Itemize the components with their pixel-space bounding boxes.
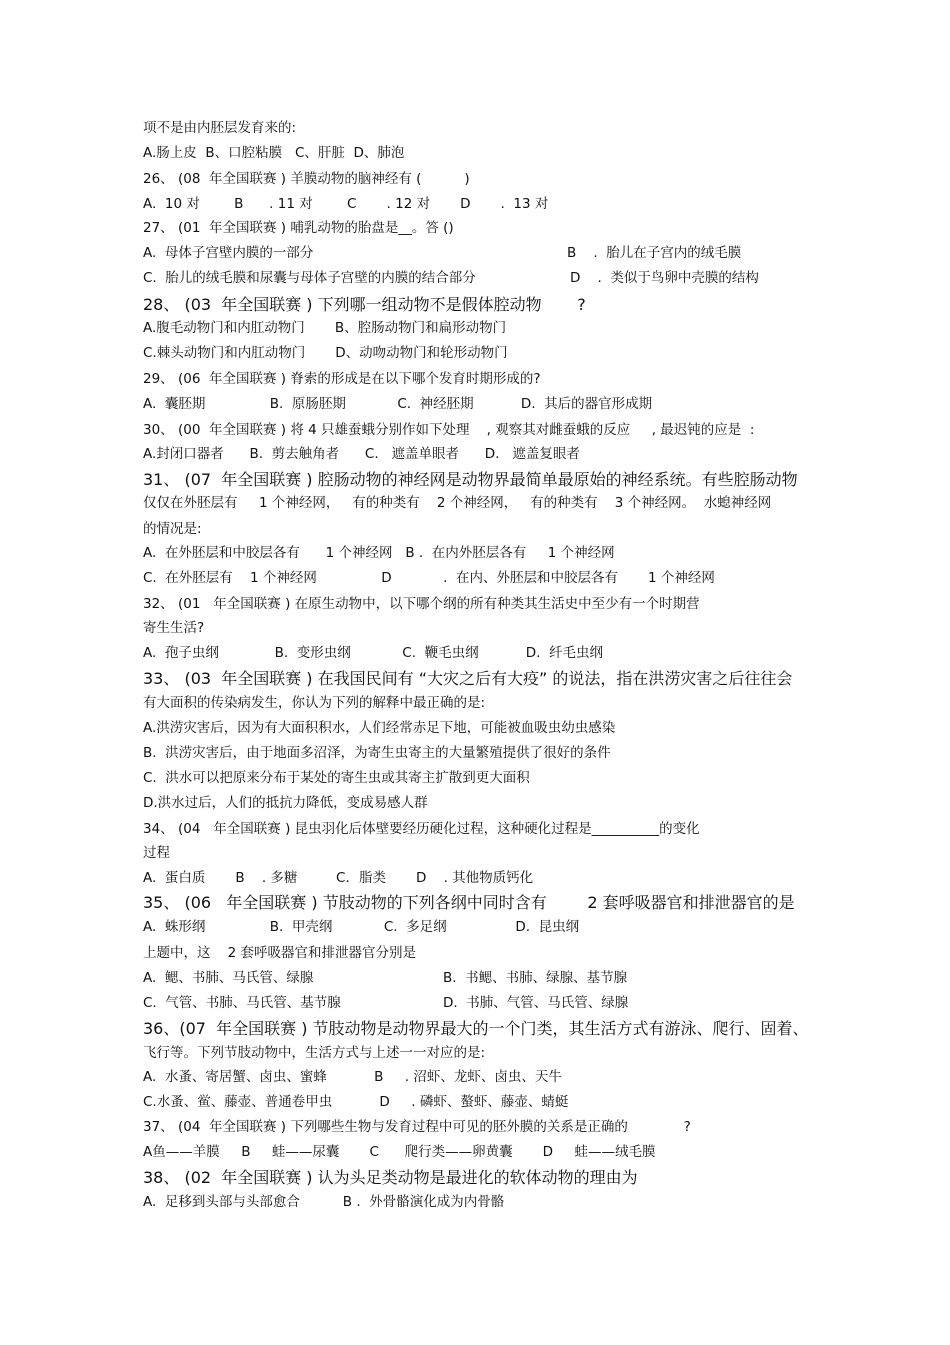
line-26: C. 洪水可以把原来分布于某处的寄生虫或其寄主扩散到更大面积 xyxy=(143,770,530,786)
line-38: A. 水蚤、寄居蟹、卤虫、蜜蜂 B . 沼虾、龙虾、卤虫、天牛 xyxy=(143,1069,562,1085)
line-37: 飞行等。下列节肢动物中，生活方式与上述一一对应的是: xyxy=(143,1045,486,1061)
line-1: A.肠上皮 B、口腔粘膜 C、肝脏 D、肺泡 xyxy=(143,145,405,161)
line-14: 31、 (07 年全国联赛 ) 腔肠动物的神经网是动物界最简单最原始的神经系统。有些腔肠动物 xyxy=(143,470,798,489)
line-15: 仅仅在外胚层有 1 个神经网， 有的种类有 2 个神经网， 有的种类有 3 个神经网。 水螅神经网 xyxy=(143,495,772,511)
line-3: A. 10 对 B . 11 对 C . 12 对 D . 13 对 xyxy=(143,196,549,212)
q27-option-b: B . 胎儿在子宫内的绒毛膜 xyxy=(567,245,742,261)
line-28: 34、 (04 年全国联赛 ) 昆虫羽化后体壁要经历硬化过程，这种硬化过程是__________的变化 xyxy=(143,821,700,837)
line-19: 32、 (01 年全国联赛 ) 在原生动物中，以下哪个纲的所有种类其生活史中至少有一个时期营 xyxy=(143,596,700,612)
line-25: B. 洪涝灾害后，由于地面多沼泽，为寄生虫寄主的大量繁殖提供了很好的条件 xyxy=(143,745,611,761)
line-43: A. 足移到头部与头部愈合 B . 外骨骼演化成为内骨骼 xyxy=(143,1194,505,1210)
line-35: C. 气管、书肺、马氏管、基节腺 xyxy=(143,995,341,1011)
line-13: A.封闭口器者 B. 剪去触角者 C. 遮盖单眼者 D. 遮盖复眼者 xyxy=(143,446,580,462)
line-23: 有大面积的传染病发生，你认为下列的解释中最正确的是: xyxy=(143,695,486,711)
line-2: 26、 (08 年全国联赛 ) 羊膜动物的脑神经有 ( ) xyxy=(143,171,470,187)
q35b-option-d: D. 书肺、气管、马氏管、绿腺 xyxy=(443,995,629,1011)
q27-option-d: D . 类似于鸟卵中壳膜的结构 xyxy=(570,270,759,286)
line-34: A. 鳃、书肺、马氏管、绿腺 xyxy=(143,970,314,986)
line-41: A鱼——羊膜 B 蛙——尿囊 C 爬行类——卵黄囊 D 蛙——绒毛膜 xyxy=(143,1144,656,1160)
q35b-option-b: B. 书鳃、书肺、绿腺、基节腺 xyxy=(443,970,628,986)
line-4: 27、 (01 年全国联赛 ) 哺乳动物的胎盘是__。答 () xyxy=(143,220,454,236)
line-36: 36、(07 年全国联赛 ) 节肢动物是动物界最大的一个门类，其生活方式有游泳、爬行、固着、 xyxy=(143,1019,809,1038)
line-0: 项不是由内胚层发育来的: xyxy=(143,120,297,136)
line-22: 33、 (03 年全国联赛 ) 在我国民间有 “大灾之后有大疫” 的说法，指在洪涝灾害之后往往会 xyxy=(143,669,793,688)
line-33: 上题中，这 2 套呼吸器官和排泄器官分别是 xyxy=(143,945,417,961)
line-24: A.洪涝灾害后，因为有大面积积水，人们经常赤足下地，可能被血吸虫幼虫感染 xyxy=(143,720,616,736)
line-17: A. 在外胚层和中胶层各有 1 个神经网 B . 在内外胚层各有 1 个神经网 xyxy=(143,545,615,561)
line-18: C. 在外胚层有 1 个神经网 D . 在内、外胚层和中胶层各有 1 个神经网 xyxy=(143,570,715,586)
line-6: C. 胎儿的绒毛膜和尿囊与母体子宫壁的内膜的结合部分 xyxy=(143,270,476,286)
line-21: A. 孢子虫纲 B. 变形虫纲 C. 鞭毛虫纲 D. 纤毛虫纲 xyxy=(143,645,604,661)
line-7: 28、 (03 年全国联赛 ) 下列哪一组动物不是假体腔动物 ? xyxy=(143,295,586,314)
line-29: 过程 xyxy=(143,845,170,861)
line-27: D.洪水过后，人们的抵抗力降低，变成易感人群 xyxy=(143,795,428,811)
line-12: 30、 (00 年全国联赛 ) 将 4 只雄蚕蛾分别作如下处理 , 观察其对雌蚕蛾的反应 , 最迟钝的应是 : xyxy=(143,422,755,438)
line-20: 寄生生活? xyxy=(143,620,205,636)
line-40: 37、 (04 年全国联赛 ) 下列哪些生物与发育过程中可见的胚外膜的关系是正确的 ? xyxy=(143,1119,691,1135)
line-42: 38、 (02 年全国联赛 ) 认为头足类动物是最进化的软体动物的理由为 xyxy=(143,1168,638,1187)
line-16: 的情况是: xyxy=(143,521,202,537)
line-9: C.棘头动物门和内肛动物门 D、动吻动物门和轮形动物门 xyxy=(143,345,508,361)
line-5: A. 母体子宫壁内膜的一部分 xyxy=(143,245,314,261)
line-11: A. 囊胚期 B. 原肠胚期 C. 神经胚期 D. 其后的器官形成期 xyxy=(143,396,653,412)
line-30: A. 蛋白质 B . 多糖 C．脂类 D . 其他物质钙化 xyxy=(143,870,534,886)
line-10: 29、 (06 年全国联赛 ) 脊索的形成是在以下哪个发育时期形成的? xyxy=(143,371,541,387)
line-32: A. 蛛形纲 B. 甲壳纲 C. 多足纲 D. 昆虫纲 xyxy=(143,919,580,935)
line-39: C.水蚤、鲎、藤壶、普通卷甲虫 D . 磷虾、螯虾、藤壶、蜻蜓 xyxy=(143,1094,569,1110)
line-8: A.腹毛动物门和内肛动物门 B、腔肠动物门和扁形动物门 xyxy=(143,320,507,336)
line-31: 35、 (06 年全国联赛 ) 节肢动物的下列各纲中同时含有 2 套呼吸器官和排泄器官的是 xyxy=(143,893,795,912)
